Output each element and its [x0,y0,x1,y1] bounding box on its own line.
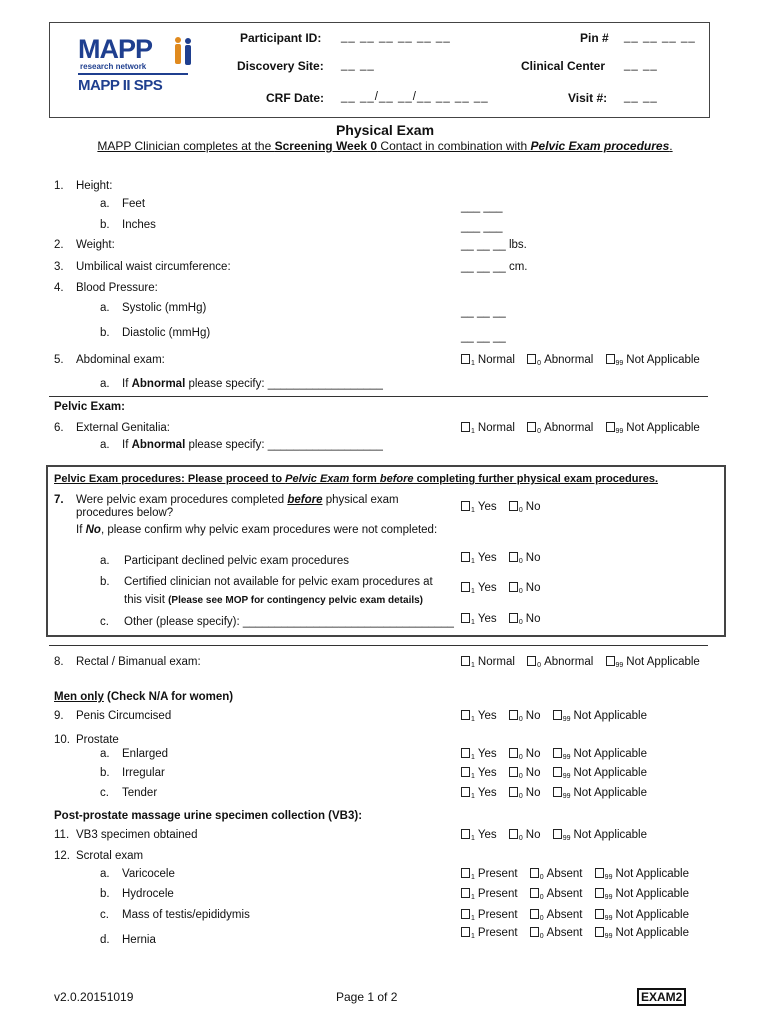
checkbox-icon[interactable] [461,422,470,432]
q7-label-line2: procedures below? [76,507,174,519]
q6a-text[interactable]: If Abnormal please specify: __________________ [122,439,383,451]
q1a-field[interactable]: ___ ___ [461,201,503,213]
q2-label: Weight: [76,239,115,251]
q7b-option-no[interactable]: $_0$ No [509,582,541,595]
q10b-label: Irregular [122,767,165,779]
participant-id-label: Participant ID: [240,31,322,45]
q12c-option-present[interactable]: $_1$ Present [461,909,518,922]
checkbox-icon[interactable] [509,787,518,797]
checkbox-icon[interactable] [553,710,562,720]
q12a-option-absent[interactable]: $_0$ Absent [530,868,583,881]
checkbox-icon[interactable] [461,888,470,898]
q6-label: External Genitalia: [76,422,170,434]
checkbox-icon[interactable] [509,767,518,777]
q7b-label: Certified clinician not available for pelvic exam procedures at [124,576,433,588]
checkbox-icon[interactable] [509,748,518,758]
checkbox-icon[interactable] [606,656,615,666]
q7a-option-yes[interactable]: $_1$ Yes [461,552,497,565]
q6-option-na[interactable]: $_{99}$ Not Applicable [606,422,700,435]
q2-field[interactable]: __ __ __ lbs. [461,239,527,251]
q7b-letter: b. [100,576,110,588]
q11-number: 11. [54,829,70,841]
clinical-center-label: Clinical Center [521,59,606,73]
participant-id-field[interactable]: __ __ __ __ __ __ [341,31,451,43]
q12d-letter: d. [100,934,110,946]
checkbox-icon[interactable] [461,552,470,562]
subtitle-mid: Contact in combination with [377,139,531,153]
q7c-letter: c. [100,616,109,628]
q12a-letter: a. [100,868,110,880]
visit-field[interactable]: __ __ [624,91,658,103]
q4a-letter: a. [100,302,110,314]
checkbox-icon[interactable] [595,927,604,937]
q12-label: Scrotal exam [76,850,144,862]
q12b-options [461,888,698,901]
checkbox-icon[interactable] [509,710,518,720]
q10a-option-na[interactable]: $_{99}$ Not Applicable [553,748,647,761]
q7c-options [461,613,549,626]
q9-option-na[interactable]: $_{99}$ Not Applicable [553,710,647,723]
checkbox-icon[interactable] [461,710,470,720]
q12b-letter: b. [100,888,110,900]
q11-label: VB3 specimen obtained [76,829,198,841]
q4b-letter: b. [100,327,110,339]
q12d-option-present[interactable]: $_1$ Present [461,927,518,940]
q7-option-yes[interactable]: $_1$ Yes [461,501,497,514]
q12b-label: Hydrocele [122,888,174,900]
q8-number: 8. [54,656,64,668]
q10-label: Prostate [76,734,119,746]
q5a-letter: a. [100,378,110,390]
q12a-label: Varicocele [122,868,175,880]
q1b-letter: b. [100,219,110,231]
q1a-label: Feet [122,198,146,210]
q12-number: 12. [54,850,70,862]
q10a-options [461,748,656,761]
checkbox-icon[interactable] [553,748,562,758]
q9-options [461,710,656,723]
q10b-option-no[interactable]: $_0$ No [509,767,541,780]
q7a-options [461,552,549,565]
q8-options [461,656,709,669]
q7-label: Were pelvic exam procedures completed before physical exam [76,494,399,506]
checkbox-icon[interactable] [461,767,470,777]
q7-option-no[interactable]: $_0$ No [509,501,541,514]
q3-field[interactable]: __ __ __ cm. [461,261,528,273]
checkbox-icon[interactable] [530,927,539,937]
procedures-box [46,465,726,637]
q5-label: Abdominal exam: [76,354,165,366]
crf-date-field[interactable]: __ __/__ __/__ __ __ __ [341,91,489,103]
checkbox-icon[interactable] [461,582,470,592]
q1-number: 1. [54,180,64,192]
checkbox-icon[interactable] [595,888,604,898]
logo-figures-icon [172,36,194,68]
q10c-option-na[interactable]: $_{99}$ Not Applicable [553,787,647,800]
q10c-letter: c. [100,787,109,799]
q4a-field[interactable]: __ __ __ [461,306,506,318]
checkbox-icon[interactable] [595,868,604,878]
q10c-option-no[interactable]: $_0$ No [509,787,541,800]
q8-divider [49,645,708,646]
checkbox-icon[interactable] [509,501,518,511]
logo-bottom-text: MAPP II SPS [78,77,163,94]
q4a-label: Systolic (mmHg) [122,302,207,314]
men-only-heading: Men only (Check N/A for women) [54,691,234,703]
q11-option-na[interactable]: $_{99}$ Not Applicable [553,829,647,842]
q7c-option-yes[interactable]: $_1$ Yes [461,613,497,626]
q1b-field[interactable]: ___ ___ [461,221,503,233]
q8-option-na[interactable]: $_{99}$ Not Applicable [606,656,700,669]
checkbox-icon[interactable] [509,582,518,592]
q11-option-yes[interactable]: $_1$ Yes [461,829,497,842]
q6-options [461,422,709,435]
q5-option-normal[interactable]: $_1$ Normal [461,354,515,367]
q7-if-no-text: If No, please confirm why pelvic exam procedures were not completed: [76,524,438,536]
q10c-label: Tender [122,787,158,799]
discovery-site-field[interactable]: __ __ [341,59,375,71]
logo-sub-text: research network [80,62,147,71]
q8-option-normal[interactable]: $_1$ Normal [461,656,515,669]
q6-option-abnormal[interactable]: $_0$ Abnormal [527,422,593,435]
q12c-option-absent[interactable]: $_0$ Absent [530,909,583,922]
q1-label: Height: [76,180,113,192]
q10b-letter: b. [100,767,110,779]
checkbox-icon[interactable] [461,501,470,511]
q12b-option-present[interactable]: $_1$ Present [461,888,518,901]
q10a-option-yes[interactable]: $_1$ Yes [461,748,497,761]
q12a-option-na[interactable]: $_{99}$ Not Applicable [595,868,689,881]
q12d-label: Hernia [122,934,156,946]
q7c-label[interactable]: Other (please specify): _________________________________ [124,616,454,628]
q4-label: Blood Pressure: [76,282,158,294]
q10a-option-no[interactable]: $_0$ No [509,748,541,761]
q7b-label-line2: this visit (Please see MOP for contingency pelvic exam details) [124,594,424,606]
q12d-option-absent[interactable]: $_0$ Absent [530,927,583,940]
q5a-text[interactable]: If Abnormal please specify: __________________ [122,378,383,390]
q9-option-yes[interactable]: $_1$ Yes [461,710,497,723]
q10c-options [461,787,656,800]
q7c-option-no[interactable]: $_0$ No [509,613,541,626]
subtitle-bold2: Pelvic Exam procedures [530,139,670,153]
q7a-option-no[interactable]: $_0$ No [509,552,541,565]
q11-option-no[interactable]: $_0$ No [509,829,541,842]
checkbox-icon[interactable] [461,748,470,758]
q12a-options [461,868,698,881]
footer-page: Page 1 of 2 [336,990,398,1004]
q5-option-na[interactable]: $_{99}$ Not Applicable [606,354,700,367]
q12b-option-na[interactable]: $_{99}$ Not Applicable [595,888,689,901]
q6-option-normal[interactable]: $_1$ Normal [461,422,515,435]
checkbox-icon[interactable] [527,656,536,666]
checkbox-icon[interactable] [461,829,470,839]
q10a-letter: a. [100,748,110,760]
discovery-site-label: Discovery Site: [237,59,324,73]
q7a-letter: a. [100,555,110,567]
q3-label: Umbilical waist circumference: [76,261,231,273]
checkbox-icon[interactable] [461,354,470,364]
checkbox-icon[interactable] [509,552,518,562]
q10b-option-na[interactable]: $_{99}$ Not Applicable [553,767,647,780]
checkbox-icon[interactable] [509,829,518,839]
q11-options [461,829,656,842]
subtitle-post: . [669,139,673,153]
clinical-center-field[interactable]: __ __ [624,59,658,71]
vb3-heading: Post-prostate massage urine specimen collection (VB3): [54,810,363,822]
subtitle-bold1: Screening Week 0 [274,139,378,153]
q7b-option-yes[interactable]: $_1$ Yes [461,582,497,595]
q10b-option-yes[interactable]: $_1$ Yes [461,767,497,780]
checkbox-icon[interactable] [509,613,518,623]
q1b-label: Inches [122,219,156,231]
checkbox-icon[interactable] [461,868,470,878]
logo-rule [78,73,188,75]
q4b-field[interactable]: __ __ __ [461,331,506,343]
footer-form-code: EXAM2 [637,988,686,1006]
q12c-letter: c. [100,909,109,921]
q4-number: 4. [54,282,64,294]
checkbox-icon[interactable] [530,868,539,878]
checkbox-icon[interactable] [606,422,615,432]
logo [78,36,198,98]
footer-version: v2.0.20151019 [54,990,134,1004]
checkbox-icon[interactable] [461,927,470,937]
q8-label: Rectal / Bimanual exam: [76,656,201,668]
page-subtitle [0,139,770,153]
q12c-label: Mass of testis/epididymis [122,909,250,921]
q12c-options [461,909,698,922]
q7-number: 7. [54,494,64,506]
pin-field[interactable]: __ __ __ __ [624,31,696,43]
procedures-heading: Pelvic Exam procedures: Please proceed to Pelvic Exam form before completing further physical exam procedures. [54,473,659,485]
q2-number: 2. [54,239,64,251]
q7b-options [461,582,549,595]
q12b-option-absent[interactable]: $_0$ Absent [530,888,583,901]
checkbox-icon[interactable] [461,909,470,919]
q5-option-abnormal[interactable]: $_0$ Abnormal [527,354,593,367]
q12d-option-na[interactable]: $_{99}$ Not Applicable [595,927,689,940]
pin-label: Pin # [580,31,609,45]
page-title: Physical Exam [335,122,435,138]
q8-option-abnormal[interactable]: $_0$ Abnormal [527,656,593,669]
q12a-option-present[interactable]: $_1$ Present [461,868,518,881]
q5-number: 5. [54,354,64,366]
q3-number: 3. [54,261,64,273]
q1a-letter: a. [100,198,110,210]
q6-number: 6. [54,422,64,434]
q4b-label: Diastolic (mmHg) [122,327,211,339]
q9-number: 9. [54,710,64,722]
pelvic-heading: Pelvic Exam: [54,401,125,413]
q10b-options [461,767,656,780]
q10a-label: Enlarged [122,748,169,760]
q7a-label: Participant declined pelvic exam procedures [124,555,350,567]
visit-label: Visit #: [568,91,608,105]
checkbox-icon[interactable] [530,888,539,898]
subtitle-pre: MAPP Clinician completes at the [97,139,275,153]
q7-options [461,501,549,514]
checkbox-icon[interactable] [530,909,539,919]
q6a-letter: a. [100,439,110,451]
checkbox-icon[interactable] [553,767,562,777]
checkbox-icon[interactable] [461,656,470,666]
q5-options [461,354,709,367]
checkbox-icon[interactable] [595,909,604,919]
q12d-options [461,927,698,940]
checkbox-icon[interactable] [461,787,470,797]
logo-top-text: MAPP [78,34,153,64]
q10-number: 10. [54,734,70,746]
q9-label: Penis Circumcised [76,710,172,722]
checkbox-icon[interactable] [606,354,615,364]
checkbox-icon[interactable] [461,613,470,623]
checkbox-icon[interactable] [527,354,536,364]
q9-option-no[interactable]: $_0$ No [509,710,541,723]
pelvic-divider [49,396,708,397]
crf-date-label: CRF Date: [266,91,325,105]
checkbox-icon[interactable] [553,787,562,797]
checkbox-icon[interactable] [527,422,536,432]
q10c-option-yes[interactable]: $_1$ Yes [461,787,497,800]
q12c-option-na[interactable]: $_{99}$ Not Applicable [595,909,689,922]
checkbox-icon[interactable] [553,829,562,839]
